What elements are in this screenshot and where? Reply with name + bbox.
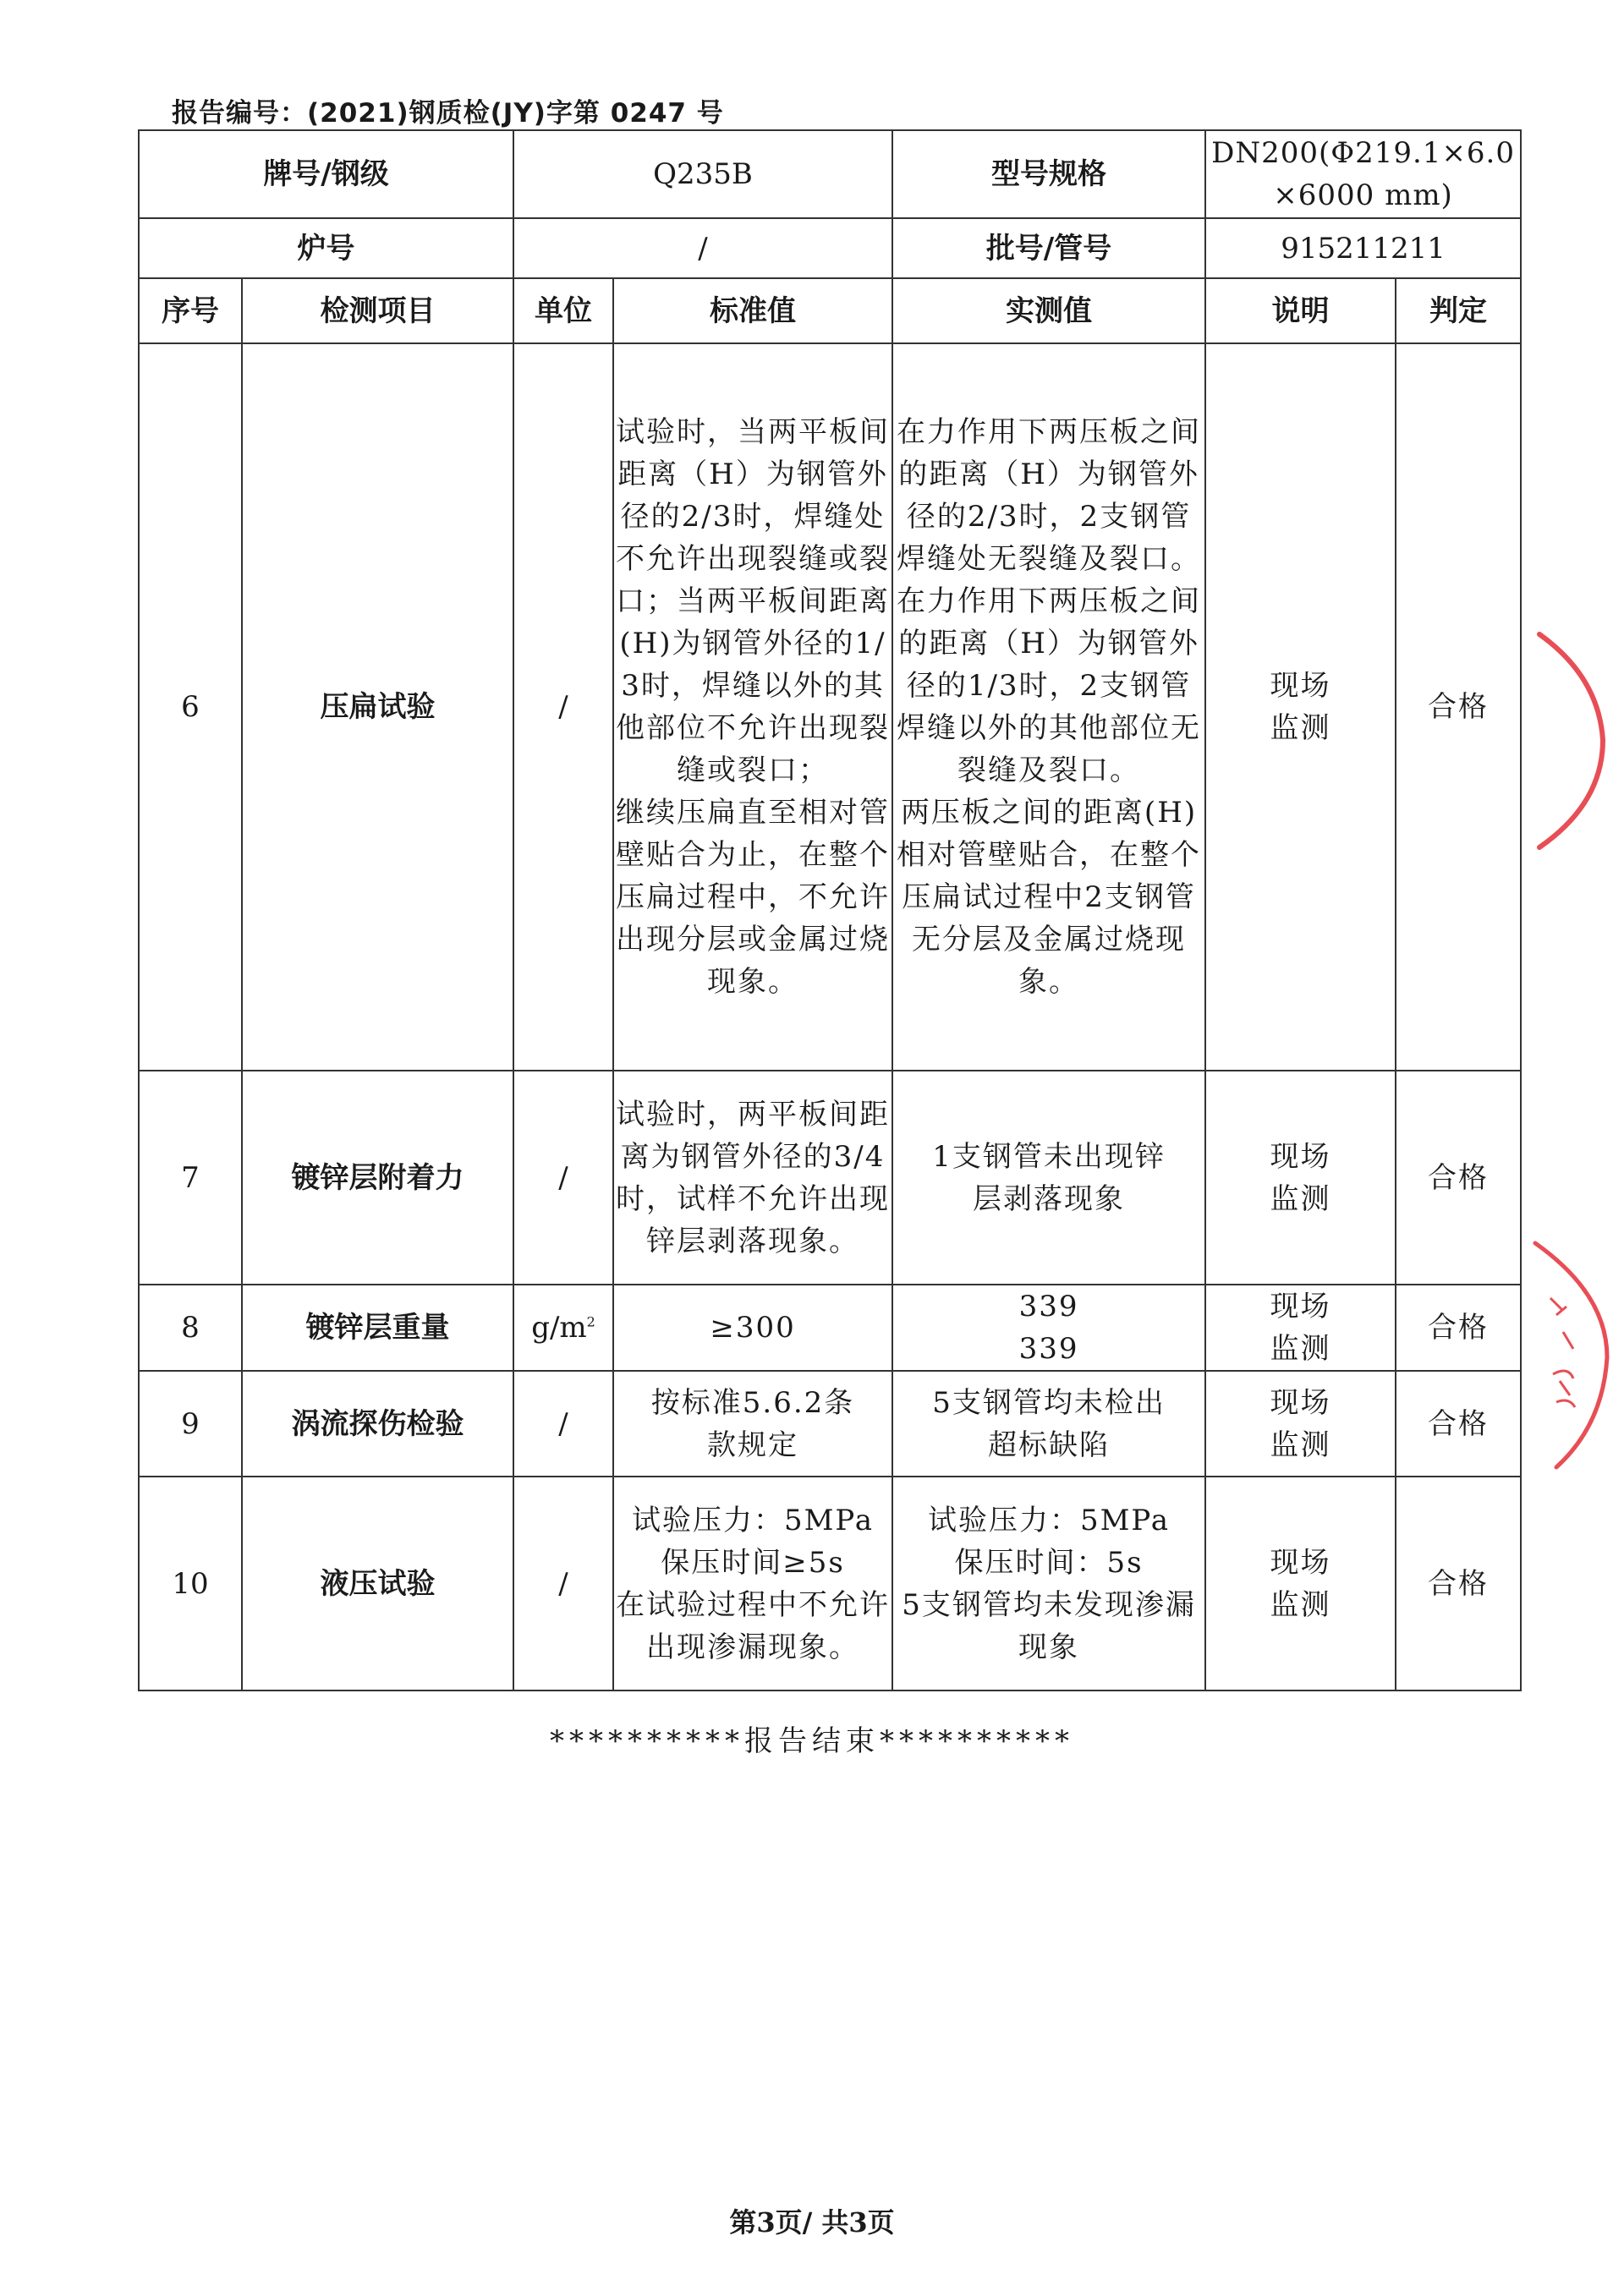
grade-label: 牌号/钢级 — [139, 130, 513, 218]
col-note: 说明 — [1205, 278, 1396, 343]
row-measured: 试验压力：5MPa 保压时间：5s 5支钢管均未发现渗漏现象 — [892, 1477, 1205, 1690]
table-row — [139, 1071, 1521, 1285]
row-unit: / — [513, 1371, 613, 1477]
col-measured: 实测值 — [892, 278, 1205, 343]
row-measured: 1支钢管未出现锌 层剥落现象 — [892, 1071, 1205, 1285]
row-note: 现场 监测 — [1205, 343, 1396, 1071]
row-no: 9 — [139, 1371, 242, 1477]
unit-superscript: 2 — [586, 1313, 595, 1330]
row-no: 6 — [139, 343, 242, 1071]
row-verdict: 合格 — [1396, 1071, 1521, 1285]
heat-label: 炉号 — [139, 218, 513, 278]
row-item: 涡流探伤检验 — [242, 1371, 513, 1477]
header-row-heat — [139, 218, 1521, 278]
table-row — [139, 1371, 1521, 1477]
row-standard: 按标准5.6.2条 款规定 — [613, 1371, 892, 1477]
row-unit — [513, 1285, 613, 1371]
red-seal-arc-upper — [1522, 626, 1624, 854]
row-no: 8 — [139, 1285, 242, 1371]
report-number: 报告编号：(2021)钢质检(JY)字第 0247 号 — [172, 98, 724, 129]
row-verdict: 合格 — [1396, 1285, 1521, 1371]
row-item: 镀锌层重量 — [242, 1285, 513, 1371]
report-end-marker: **********报告结束********** — [550, 1724, 1074, 1758]
row-standard: 试验压力：5MPa 保压时间≥5s 在试验过程中不允许出现渗漏现象。 — [613, 1477, 892, 1690]
seal-stroke — [1535, 1243, 1607, 1467]
table-row — [139, 1477, 1521, 1690]
row-verdict: 合格 — [1396, 1477, 1521, 1690]
seal-stroke — [1539, 634, 1603, 847]
row-unit: / — [513, 1477, 613, 1690]
test-result-table — [138, 129, 1522, 1691]
row-item: 压扁试验 — [242, 343, 513, 1071]
red-seal-arc-lower — [1522, 1226, 1624, 1480]
row-unit: / — [513, 1071, 613, 1285]
row-item: 液压试验 — [242, 1477, 513, 1690]
row-verdict: 合格 — [1396, 1371, 1521, 1477]
seal-glyph — [1550, 1298, 1573, 1349]
header-row-grade — [139, 130, 1521, 218]
table-row — [139, 1285, 1521, 1371]
page-number: 第3页/ 共3页 — [729, 2206, 895, 2238]
batch-value: 915211211 — [1205, 218, 1521, 278]
row-measured: 339 339 — [892, 1285, 1205, 1371]
row-standard: 试验时，当两平板间距离（H）为钢管外径的2/3时，焊缝处不允许出现裂缝或裂口；当两平板间距离(H)为钢管外径的1/3时，焊缝以外的其他部位不允许出现裂缝或裂口； 继续压扁直至相对管壁贴合为止，在整个压扁过程中，不允许出现分层或金属过烧现象。 — [613, 343, 892, 1071]
row-no: 7 — [139, 1071, 242, 1285]
row-measured: 5支钢管均未检出 超标缺陷 — [892, 1371, 1205, 1477]
unit-base: g/m — [531, 1311, 587, 1345]
row-verdict: 合格 — [1396, 343, 1521, 1071]
row-standard: ≥300 — [613, 1285, 892, 1371]
row-note: 现场 监测 — [1205, 1071, 1396, 1285]
column-header-row — [139, 278, 1521, 343]
seal-glyph — [1553, 1371, 1575, 1407]
row-no: 10 — [139, 1477, 242, 1690]
spec-value: DN200(Φ219.1×6.0×6000 mm) — [1205, 130, 1521, 218]
row-standard: 试验时，两平板间距离为钢管外径的3/4时，试样不允许出现锌层剥落现象。 — [613, 1071, 892, 1285]
col-verdict: 判定 — [1396, 278, 1521, 343]
row-item: 镀锌层附着力 — [242, 1071, 513, 1285]
col-item: 检测项目 — [242, 278, 513, 343]
grade-value: Q235B — [513, 130, 892, 218]
table-row — [139, 343, 1521, 1071]
col-no: 序号 — [139, 278, 242, 343]
col-unit: 单位 — [513, 278, 613, 343]
row-note: 现场 监测 — [1205, 1371, 1396, 1477]
spec-label: 型号规格 — [892, 130, 1205, 218]
col-standard: 标准值 — [613, 278, 892, 343]
heat-value: / — [513, 218, 892, 278]
row-measured: 在力作用下两压板之间的距离（H）为钢管外径的2/3时，2支钢管焊缝处无裂缝及裂口。 在力作用下两压板之间的距离（H）为钢管外径的1/3时，2支钢管焊缝以外的其他部位无裂缝及裂口。 两压板之间的距离(H)相对管壁贴合，在整个压扁试过程中2支钢管无分层及金属过烧现象。 — [892, 343, 1205, 1071]
row-note: 现场 监测 — [1205, 1285, 1396, 1371]
row-note: 现场 监测 — [1205, 1477, 1396, 1690]
row-unit: / — [513, 343, 613, 1071]
batch-label: 批号/管号 — [892, 218, 1205, 278]
